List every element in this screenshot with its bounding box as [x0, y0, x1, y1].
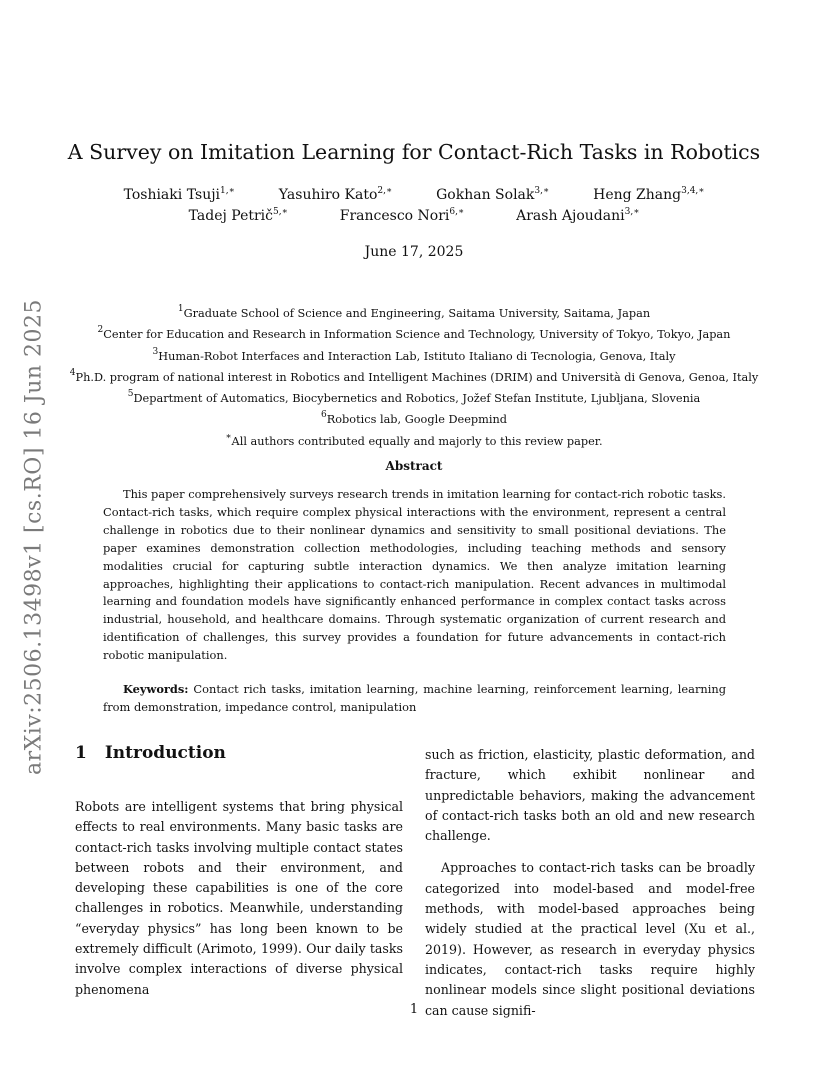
affiliation: $^3$Human-Robot Interfaces and Interaction Lab, Istituto Italiano di Tecnologia, Genova, Italy: [152, 346, 676, 363]
author-list: [0, 186, 828, 228]
author: Heng Zhang$^{3,4,∗}$: [593, 186, 705, 203]
author: Gokhan Solak$^{3,∗}$: [436, 186, 550, 203]
section-heading: [75, 743, 226, 763]
affiliation: $^6$Robotics lab, Google Deepmind: [321, 410, 507, 427]
author: Toshiaki Tsuji$^{1,∗}$: [123, 186, 235, 203]
right-column: [425, 745, 755, 1021]
affiliation: $^1$Graduate School of Science and Engineering, Saitama University, Saitama, Japan: [177, 304, 651, 320]
section-number: 1: [75, 743, 87, 763]
author: Yasuhiro Kato$^{2,∗}$: [278, 186, 393, 203]
keywords: [103, 681, 726, 717]
page-number: 1: [409, 1002, 419, 1017]
paragraph: Approaches to contact-rich tasks can be broadly categorized into model-based and model-free methods, with model-based approaches being widely studied at the practical level (Xu et al., 2019). However, as research in everyday physics indicates, contact-rich tasks require highly nonlinear models since slight positional deviations can cause signifi-: [425, 860, 755, 1018]
paragraph: Robots are intelligent systems that bring physical effects to real environments. Many basic tasks are contact-rich tasks involving multiple contact states between robots and their environment, and developing these capabilities is one of the core challenges in robotics. Meanwhile, understanding “everyday physics” has long been known to be extremely difficult (Arimoto, 1999). Our daily tasks involve complex interactions of diverse physical phenomena: [75, 799, 403, 997]
arxiv-identifier-text: arXiv:2506.13498v1 [cs.RO] 16 Jun 2025: [21, 298, 47, 776]
author: Arash Ajoudani$^{3,∗}$: [516, 207, 640, 224]
section-title: Introduction: [104, 743, 226, 763]
paper-title: A Survey on Imitation Learning for Contact-Rich Tasks in Robotics: [67, 140, 761, 164]
publication-date: June 17, 2025: [364, 244, 464, 260]
abstract-text: This paper comprehensively surveys research trends in imitation learning for contact-rich robotic tasks. Contact-rich tasks, which require complex physical interactions with the environment, represent a central challenge in robotics due to their nonlinear dynamics and sensitivity to small positional deviations. The paper examines demonstration collection methodologies, including teaching methods and sensory modalities crucial for capturing subtle interaction dynamics. We then analyze imitation learning approaches, highlighting their applications to contact-rich manipulation. Recent advances in multimodal learning and foundation models have significantly enhanced performance in complex contact tasks across industrial, household, and healthcare domains. Through systematic organization of current research and identification of challenges, this survey provides a foundation for future advancements in contact-rich robotic manipulation.: [103, 487, 726, 663]
affiliation-note: ∗All authors contributed equally and majorly to this review paper.: [225, 431, 603, 448]
left-column: [75, 797, 403, 1000]
abstract-heading: Abstract: [385, 459, 443, 473]
affiliation: $^5$Department of Automatics, Biocybernetics and Robotics, Jožef Stefan Institute, Ljubljana, Slovenia: [127, 389, 701, 406]
author: Francesco Nori$^{6,∗}$: [339, 207, 465, 224]
affiliation: $^2$Center for Education and Research in Information Science and Technology, University of Tokyo, Tokyo, Japan: [97, 325, 731, 342]
affiliation-list: [0, 301, 828, 450]
keywords-label: Keywords:: [123, 682, 189, 696]
keywords-text: Contact rich tasks, imitation learning, machine learning, reinforcement learning, learning from demonstration, impedance control, manipulation: [103, 682, 727, 714]
author: Tadej Petrič$^{5,∗}$: [188, 207, 288, 224]
paragraph: such as friction, elasticity, plastic deformation, and fracture, which exhibit nonlinear and unpredictable behaviors, making the advancement of contact-rich tasks both an old and new research challenge.: [425, 747, 755, 844]
affiliation: $^4$Ph.D. program of national interest in Robotics and Intelligent Machines (DRIM) and Università di Genova, Genoa, Italy: [69, 367, 759, 384]
